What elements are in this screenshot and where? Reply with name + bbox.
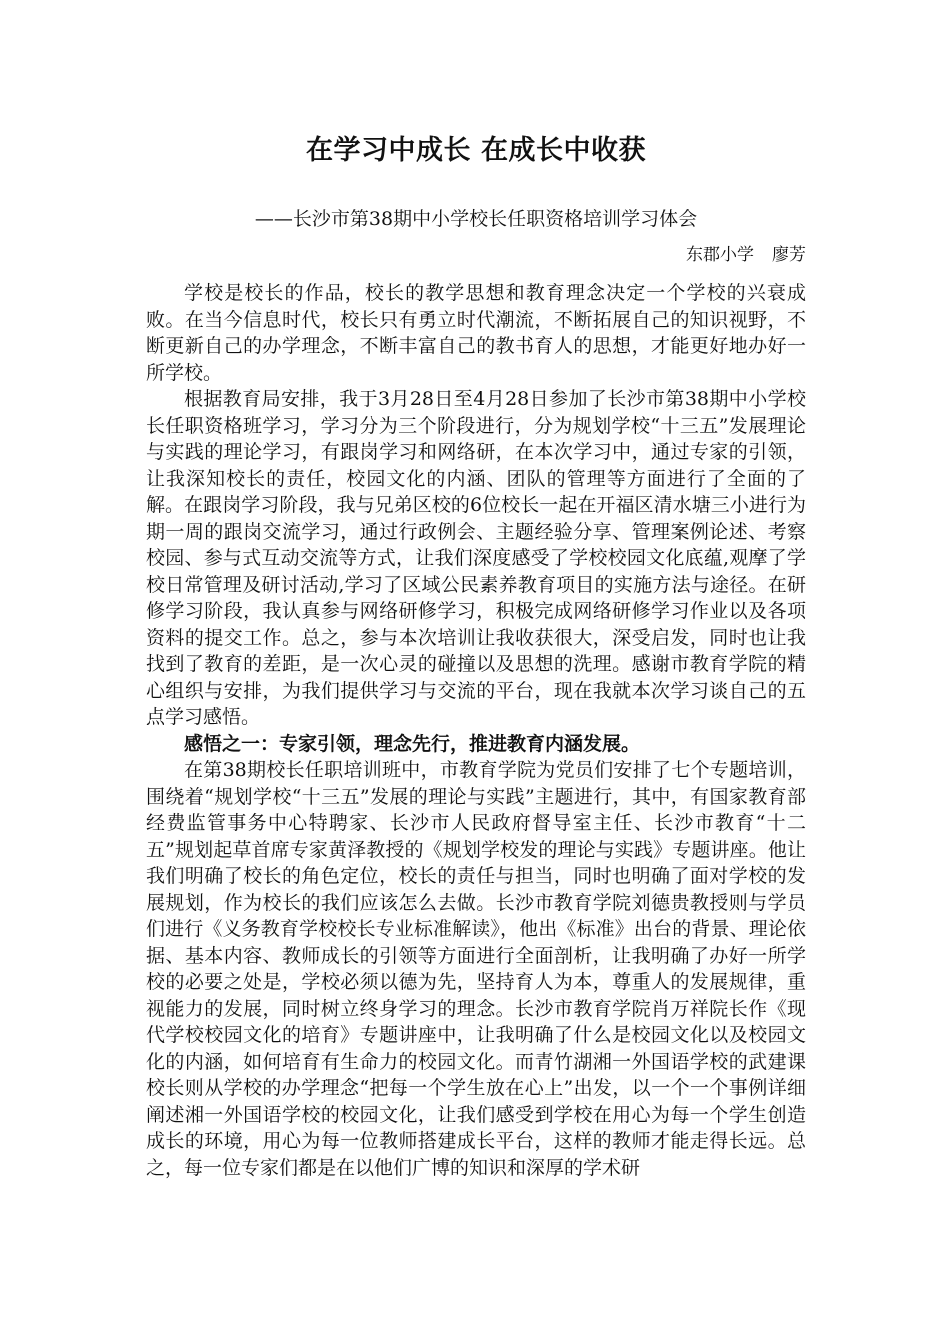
author-school: 东郡小学 bbox=[686, 245, 754, 265]
document-subtitle: ——长沙市第38期中小学校长任职资格培训学习体会 bbox=[254, 208, 698, 230]
section-heading: 感悟之一：专家引领，理念先行，推进教育内涵发展。 bbox=[184, 732, 641, 755]
paragraph-expert-guidance: 在第38期校长任职培训班中，市教育学院为党员们安排了七个专题培训，围绕着“规划学校“十三五”发展的理论与实践”主题进行，其中，有国家教育部经费监管事务中心特聘家、长沙市人民政府督导室主任、长沙市教育“十二五”规划起草首席专家黄泽教授的《规划学校发的理论与实践》专题讲座。他让我们明确了校长的角色定位，校长的责任与担当，同时也明确了面对学校的发展规划，作为校长的我们应该怎么去做。长沙市教育学院刘德贵教授则与学员们进行《义务教育学校校长专业标准解读》，他出《标准》出台的背景、理论依据、基本内容、教师成长的引领等方面进行全面剖析，让我明确了办好一所学校的必要之处是，学校必须以德为先，坚持育人为本，尊重人的发展规律，重视能力的发展，同时树立终身学习的理念。长沙市教育学院肖万祥院长作《现代学校校园文化的培育》专题讲座中，让我明确了什么是校园文化以及校园文化的内涵，如何培育有生命力的校园文化。而青竹湖湘一外国语学校的武建课校长则从学校的办学理念“把每一个学生放在心上”出发，以一个一个事例详细阐述湘一外国语学校的校园文化，让我们感受到学校在用心为每一个学生创造成长的环境，用心为每一位教师搭建成长平台，这样的教师才能走得长远。总之，每一位专家们都是在以他们广博的知识和深厚的学术研 bbox=[146, 759, 806, 1179]
document-title: 在学习中成长 在成长中收获 bbox=[306, 135, 646, 166]
author-line bbox=[686, 242, 806, 268]
paragraph-intro: 学校是校长的作品，校长的教学思想和教育理念决定一个学校的兴衰成败。在当今信息时代，校长只有勇立时代潮流，不断拓展自己的知识视野，不断更新自己的办学理念，不断丰富自己的教书育人的思想，才能更好地办好一所学校。 bbox=[146, 282, 806, 384]
paragraph-arrangement: 根据教育局安排，我于3月28日至4月28日参加了长沙市第38期中小学校长任职资格班学习，学习分为三个阶段进行，分为规划学校“十三五”发展理论与实践的理论学习，有跟岗学习和网络研，在本次学习中，通过专家的引领，让我深知校长的责任，校园文化的内涵、团队的管理等方面进行了全面的了解。在跟岗学习阶段，我与兄弟区校的6位校长一起在开福区清水塘三小进行为期一周的跟岗交流学习，通过行政例会、主题经验分享、管理案例论述、考察校园、参与式互动交流等方式，让我们深度感受了学校校园文化底蕴,观摩了学校日常管理及研讨活动,学习了区域公民素养教育项目的实施方法与途径。在研修学习阶段，我认真参与网络研修学习，积极完成网络研修学习作业以及各项资料的提交工作。总之，参与本次培训让我收获很大，深受启发，同时也让我找到了教育的差距，是一次心灵的碰撞以及思想的洗理。感谢市教育学院的精心组织与安排，为我们提供学习与交流的平台，现在我就本次学习谈自己的五点学习感悟。 bbox=[146, 388, 806, 728]
author-name: 廖芳 bbox=[772, 245, 806, 265]
body-text bbox=[146, 280, 806, 1181]
